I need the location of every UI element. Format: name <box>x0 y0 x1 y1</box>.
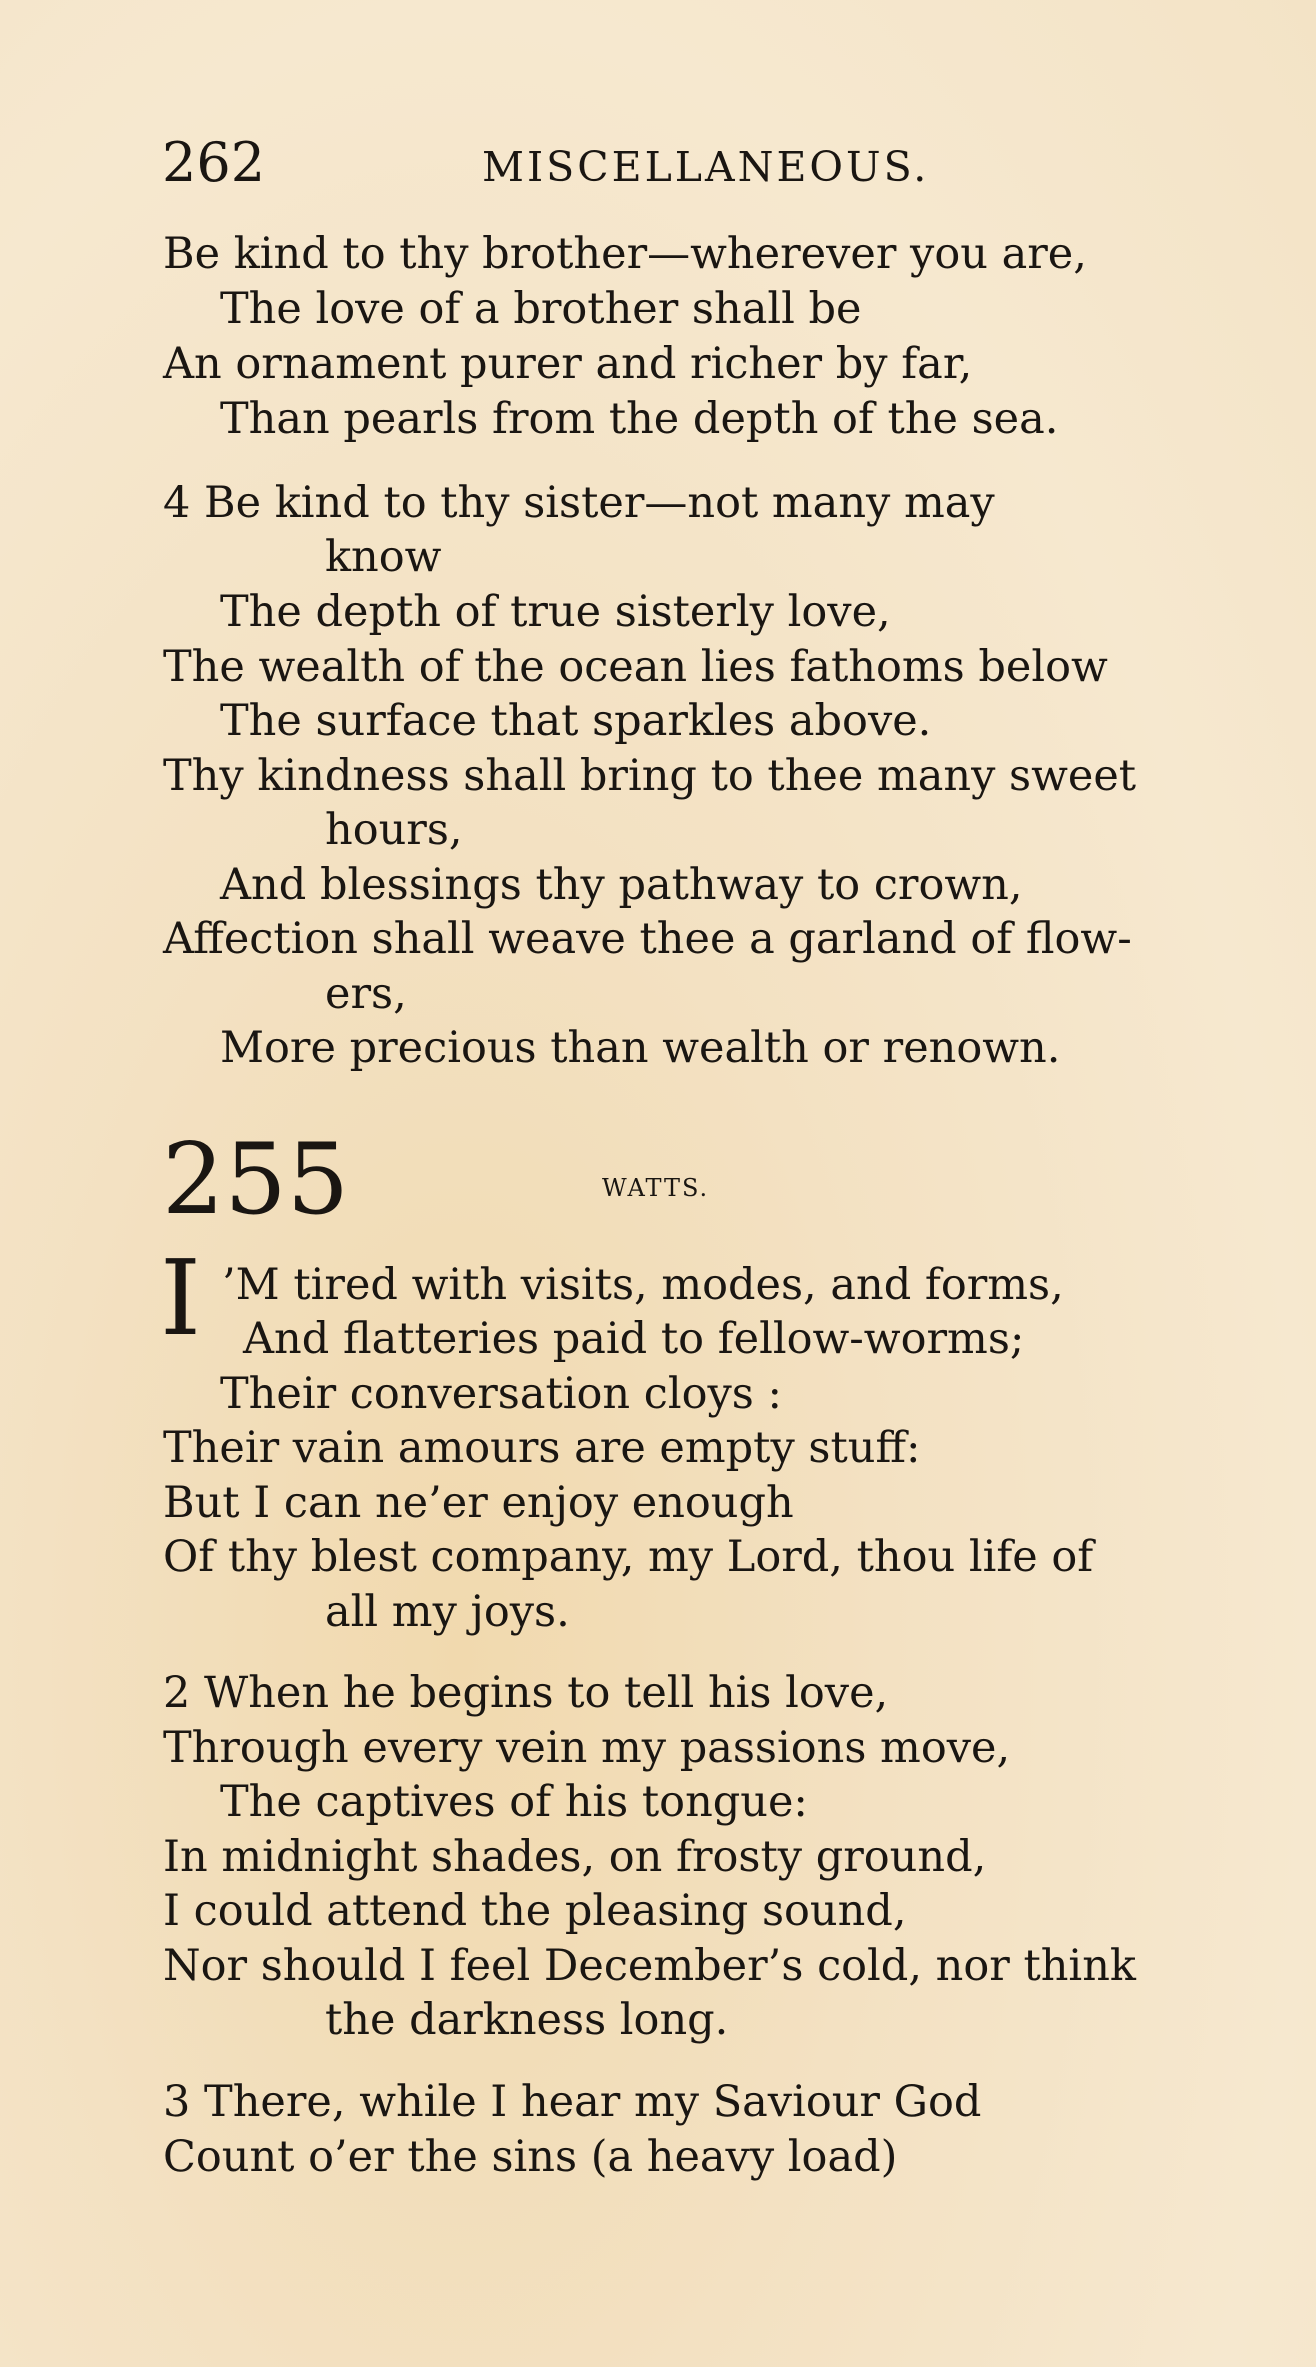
verse-line: Count o’er the sins (a heavy load) <box>163 2132 898 2182</box>
verse-line: The depth of true sisterly love, <box>220 587 891 637</box>
verse-line: Their vain amours are empty stuff: <box>163 1423 921 1473</box>
verse-line: The love of a brother shall be <box>220 284 862 334</box>
verse-line: In midnight shades, on frosty ground, <box>163 1832 987 1882</box>
running-title: MISCELLANEOUS. <box>482 143 930 191</box>
page-header <box>162 128 1162 198</box>
verse-line: hours, <box>325 805 463 855</box>
hymn-author: WATTS. <box>602 1174 710 1202</box>
verse-line: The surface that sparkles above. <box>220 696 932 746</box>
verse-line: Thy kindness shall bring to thee many sweet <box>163 751 1137 801</box>
verse-line: Of thy blest company, my Lord, thou life of <box>163 1532 1094 1582</box>
hymn-heading <box>162 1125 962 1235</box>
verse-line: 3 There, while I hear my Saviour God <box>163 2077 982 2127</box>
drop-cap: I <box>160 1237 202 1359</box>
verse-line: I could attend the pleasing sound, <box>163 1886 907 1936</box>
verse-line: all my joys. <box>325 1587 570 1637</box>
verse-line: know <box>325 532 442 582</box>
verse-line: Through every vein my passions move, <box>163 1723 1011 1773</box>
verse-line: More precious than wealth or renown. <box>220 1023 1061 1073</box>
verse-line: But I can ne’er enjoy enough <box>163 1478 794 1528</box>
page-number: 262 <box>162 131 266 194</box>
verse-line: the darkness long. <box>325 1995 729 2045</box>
verse-line: ers, <box>325 969 407 1019</box>
verse-line: And blessings thy pathway to crown, <box>220 860 1023 910</box>
verse-line: Nor should I feel December’s cold, nor think <box>163 1941 1136 1991</box>
verse-line: Affection shall weave thee a garland of flow- <box>163 914 1132 964</box>
verse-line: Than pearls from the depth of the sea. <box>220 394 1059 444</box>
verse-line: The captives of his tongue: <box>220 1777 808 1827</box>
verse-line: ’M tired with visits, modes, and forms, <box>222 1260 1064 1310</box>
verse-line: Be kind to thy brother—wherever you are, <box>163 229 1087 279</box>
verse-line: 2 When he begins to tell his love, <box>163 1668 889 1718</box>
verse-line: The wealth of the ocean lies fathoms below <box>163 642 1108 692</box>
verse-line: And flatteries paid to fellow-worms; <box>243 1314 1025 1364</box>
verse-line: 4 Be kind to thy sister—not many may <box>163 478 995 528</box>
verse-line: An ornament purer and richer by far, <box>163 339 973 389</box>
verse-line: Their conversation cloys : <box>220 1369 782 1419</box>
hymn-number: 255 <box>162 1123 350 1237</box>
